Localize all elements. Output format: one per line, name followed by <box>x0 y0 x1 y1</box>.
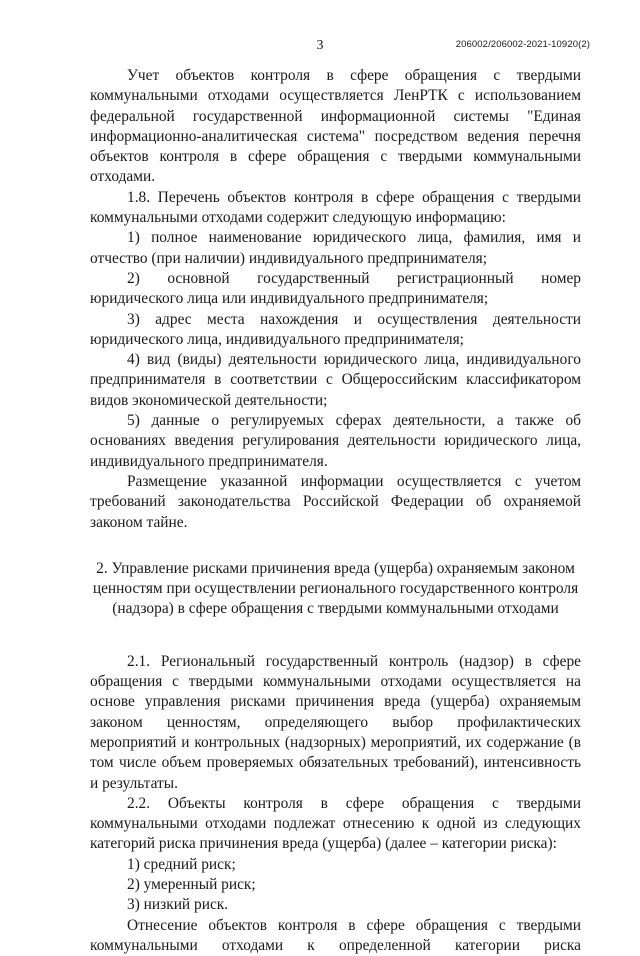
list-item: 1) полное наименование юридического лица, фамилия, имя и отчество (при наличии) индивидуального предпринимателя; <box>90 229 581 267</box>
paragraph-2-1: 2.1. Региональный государственный контроль (надзор) в сфере обращения с твердыми коммунальными отходами осуществляется на основе управления рисками причинения вреда (ущерба) охраняемым законом ценностям, определяющего выбор профилактических мероприятий и контрольных (надзорных) мероприятий, их содержание (в том числе объем проверяемых обязательных требований), интенсивность и результаты. <box>90 652 581 792</box>
list-item: 5) данные о регулируемых сферах деятельности, а также об основаниях введения регулирования деятельности юридического лица, индивидуального предпринимателя. <box>90 412 581 470</box>
list-item: 4) вид (виды) деятельности юридического лица, индивидуального предпринимателя в соответствии с Общероссийским классификатором видов экономической деятельности; <box>90 351 581 409</box>
risk-item: 1) средний риск; <box>127 855 236 873</box>
risk-item: 3) низкий риск. <box>127 896 229 914</box>
list-item: 2) основной государственный регистрационный номер юридического лица или индивидуального предпринимателя; <box>90 269 581 308</box>
paragraph-1-8: 1.8. Перечень объектов контроля в сфере обращения с твердыми коммунальными отходами содержит следующую информацию: <box>90 188 581 227</box>
section-heading: 2. Управление рисками причинения вреда (ущерба) охраняемым законом ценностям при осуществлении регионального государственного контроля (надзора) в сфере обращения с твердыми коммунальными отходами <box>92 559 579 618</box>
document-code: 206002/206002-2021-10920(2) <box>455 39 590 50</box>
paragraph-assignment: Отнесение объектов контроля в сфере обращения с твердыми коммунальными отходами к определенной категории риска <box>90 916 581 954</box>
risk-item: 2) умеренный риск; <box>127 875 256 893</box>
paragraph-accounting: Учет объектов контроля в сфере обращения с твердыми коммунальными отходами осуществляется ЛенРТК с использованием федеральной государственной информационной системы "Единая информационно-аналитическая система" посредством ведения перечня объектов контроля в сфере обращения с твердыми коммунальными отходами. <box>90 67 581 186</box>
paragraph-placement: Размещение указанной информации осуществляется с учетом требований законодательства Российской Федерации об охраняемой законом тайне. <box>90 472 581 531</box>
list-item: 3) адрес места нахождения и осуществления деятельности юридического лица, индивидуального предпринимателя; <box>90 310 581 348</box>
page-number: 3 <box>316 38 324 53</box>
document-body <box>90 66 581 956</box>
paragraph-2-2: 2.2. Объекты контроля в сфере обращения с твердыми коммунальными отходами подлежат отнесению к одной из следующих категорий риска причинения вреда (ущерба) (далее – категории риска): <box>90 794 581 853</box>
